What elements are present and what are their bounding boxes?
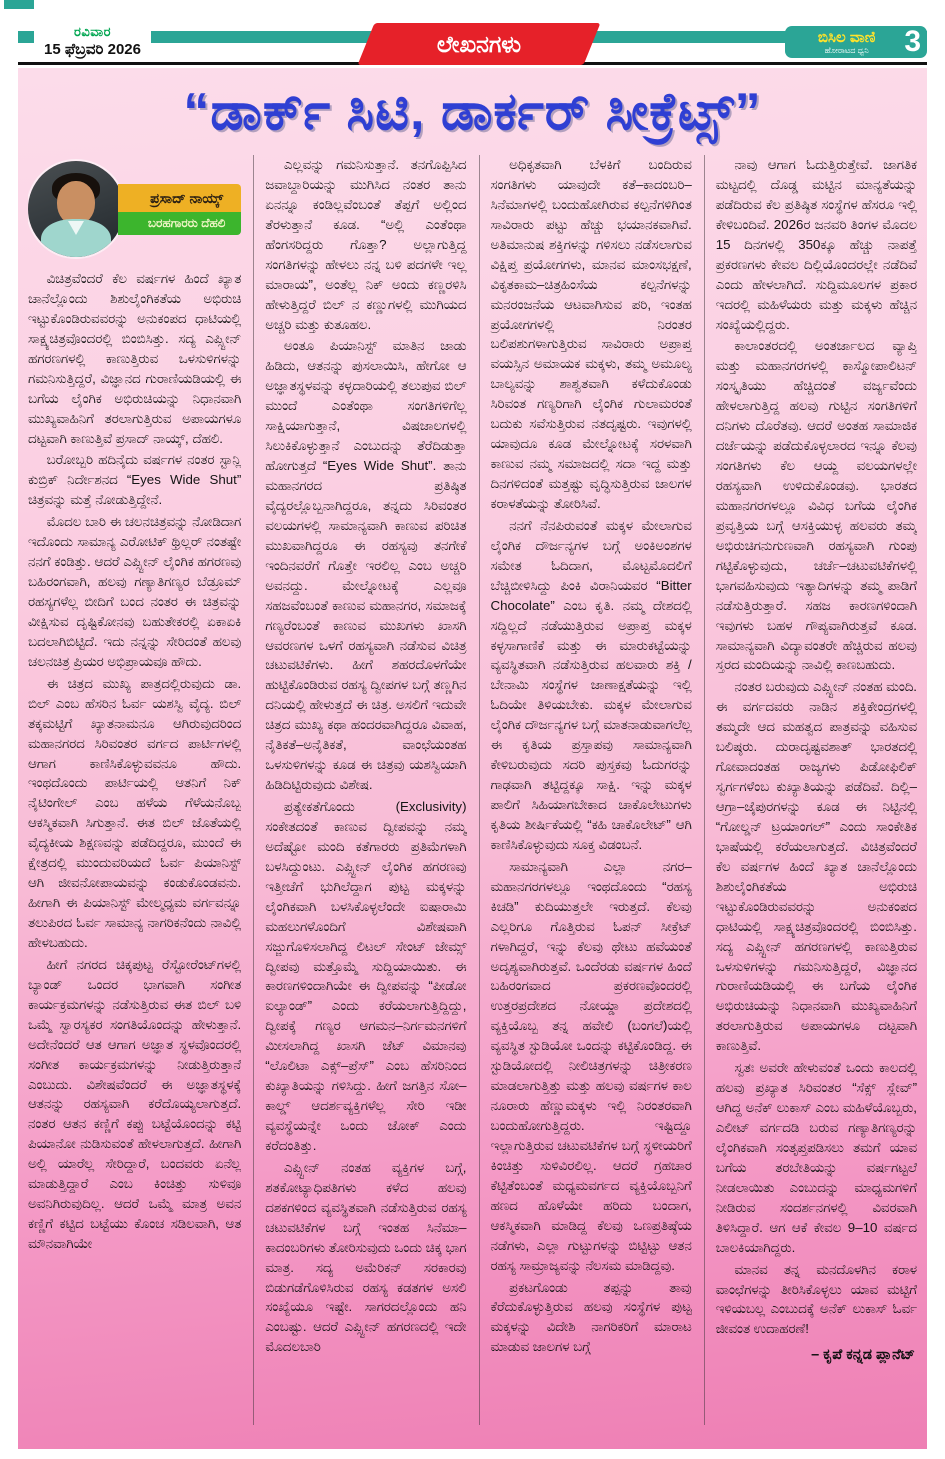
article-columns — [18, 149, 927, 1425]
column-2 — [253, 155, 466, 1425]
paragraph: ನಾವು ಆಗಾಗ ಓದುತ್ತಿರುತ್ತೇವೆ. ಜಾಗತಿಕ ಮಟ್ಟದಲ್ಲಿ ದೊಡ್ಡ ಮಟ್ಟಿನ ಮಾನ್ಯತೆಯನ್ನು ಪಡೆದಿರುವ ಕೆಲ ಪ್ರತಿಷ್ಠಿತ ಸಂಸ್ಥೆಗಳ ಹೆಸರೂ ಇಲ್ಲಿ ಕೇಳಿಬಂದಿವೆ. 2026ರ ಜನವರಿ ತಿಂಗಳ ಮೊದಲ 15 ದಿನಗಳಲ್ಲಿ 350ಕ್ಕೂ ಹೆಚ್ಚು ನಾಪತ್ತೆ ಪ್ರಕರಣಗಳು ಕೇವಲ ದಿಲ್ಲಿಯೊಂದರಲ್ಲೇ ನಡೆದಿವೆ ಎಂದು ಹೇಳಲಾಗಿದೆ. ಸುದ್ದಿಮೂಲಗಳ ಪ್ರಕಾರ ಇದರಲ್ಲಿ ಮಹಿಳೆಯರು ಮತ್ತು ಮಕ್ಕಳು ಹೆಚ್ಚಿನ ಸಂಖ್ಯೆಯಲ್ಲಿದ್ದರು. — [715, 157, 917, 332]
paragraph: ಎಪ್ಸ್ಟೀನ್ ನಂತಹ ವ್ಯಕ್ತಿಗಳ ಬಗ್ಗೆ, ಶತಕೋಟ್ಯಾಧಿಪತಿಗಳು ಕಳೆದ ಹಲವು ದಶಕಗಳಿಂದ ವ್ಯವಸ್ಥಿತವಾಗಿ ನಡೆಸುತ್ತಿರುವ ರಹಸ್ಯ ಚಟುವಟಿಕೆಗಳ ಬಗ್ಗೆ ಇಂತಹ ಸಿನೆಮಾ–ಕಾದಂಬರಿಗಳು ತೋರಿಸುವುದು ಒಂದು ಚಿಕ್ಕ ಭಾಗ ಮಾತ್ರ. ಸದ್ಯ ಅಮೆರಿಕನ್ ಸರಕಾರವು ಬಿಡುಗಡೆಗೊಳಿಸಿರುವ ರಹಸ್ಯ ಕಡತಗಳ ಅಸಲಿ ಸಂಖ್ಯೆಯೂ ಇಷ್ಟೇ. ಸಾಗರದಲ್ಲೊಂದು ಹನಿ ಎಂಬಷ್ಟು. ಆದರೆ ಎಪ್ಸ್ಟೀನ್ ಹಗರಣದಲ್ಲಿ ಇದೇ ಮೊದಲಬಾರಿ — [265, 1159, 467, 1355]
paragraph: ಸ್ವತಃ ಅವರೇ ಹೇಳುವಂತೆ ಒಂದು ಕಾಲದಲ್ಲಿ ಹಲವು ಪ್ರಖ್ಯಾತ ಸಿರಿವಂತರ “ಸೆಕ್ಸ್ ಸ್ಲೇವ್” ಆಗಿದ್ದ ಅನೆಕ್ ಲುಕಾಸ್ ಎಂಬ ಮಹಿಳೆಯೊಬ್ಬರು, ಎಲೀಟ್ ವರ್ಗದಡಿ ಬರುವ ಗಣ್ಯಾತಿಗಣ್ಯರನ್ನು ಲೈಂಗಿಕವಾಗಿ ಸಂತೃಪ್ತಪಡಿಸಲು ತಮಗೆ ಯಾವ ಬಗೆಯ ತರಬೇತಿಯನ್ನು ವರ್ಷಗಟ್ಟಲೆ ನೀಡಲಾಯಿತು ಎಂಬುದನ್ನು ಮಾಧ್ಯಮಗಳಿಗೆ ನೀಡಿರುವ ಸಂದರ್ಶನಗಳಲ್ಲಿ ವಿವರವಾಗಿ ತಿಳಿಸಿದ್ದಾರೆ. ಆಗ ಆಕೆ ಕೇವಲ 9–10 ವರ್ಷದ ಬಾಲಕಿಯಾಗಿದ್ದರು. — [715, 1060, 917, 1255]
paragraph: ಮಾನವ ತನ್ನ ಮನದೊಳಗಿನ ಕರಾಳ ವಾಂಛೆಗಳನ್ನು ತೀರಿಸಿಕೊಳ್ಳಲು ಯಾವ ಮಟ್ಟಿಗೆ ಇಳಿಯಬಲ್ಲ ಎಂಬುದಕ್ಕೆ ಅನೆಕ್ ಲುಕಾಸ್ ಓರ್ವ ಜೀವಂತ ಉದಾಹರಣೆ! — [715, 1261, 917, 1337]
section-badge-label: ಲೇಖನಗಳು — [436, 30, 522, 57]
date-block — [34, 22, 151, 60]
paragraph: ಪ್ರಕಟಗೊಂಡು ತಪ್ಪನ್ನು ತಾವು ಕೆರೆದುಕೊಳ್ಳುತ್ತಿರುವ ಹಲವು ಸಂಸ್ಥೆಗಳ ಪುಟ್ಟ ಮಕ್ಕಳನ್ನು ವಿದೇಶಿ ನಾಗರಿಕರಿಗೆ ಮಾರಾಟ ಮಾಡುವ ಜಾಲಗಳ ಬಗ್ಗೆ — [490, 1279, 692, 1355]
column-1 — [28, 155, 241, 1425]
weekday-label: ರವಿವಾರ — [73, 24, 112, 39]
date-label: 15 ಫೆಬ್ರವರಿ 2026 — [44, 41, 141, 58]
paragraph: ಮೊದಲ ಬಾರಿ ಈ ಚಲನಚಿತ್ರವನ್ನು ನೋಡಿದಾಗ ಇದೊಂದು ಸಾಮಾನ್ಯ ಎರೋಟಿಕ್ ಥ್ರಿಲ್ಲರ್ ನಂತಷ್ಟೇ ನನಗೆ ಕಂಡಿತ್ತು. ಆದರೆ ಎಪ್ಸ್ಟೀನ್ ಲೈಂಗಿಕ ಹಗರಣವು ಬಹಿರಂಗವಾಗಿ, ಹಲವು ಗಣ್ಯಾತಿಗಣ್ಯರ ಬೆಡ್ರೂಮ್ ರಹಸ್ಯಗಳೆಲ್ಲ ಬೀದಿಗೆ ಬಂದ ನಂತರ ಈ ಚಿತ್ರವನ್ನು ವೀಕ್ಷಿಸುವ ದೃಷ್ಟಿಕೋನವು ಬಹುತೇಕರಲ್ಲಿ ಏಕಾಏಕಿ ಬದಲಾಗಿಬಿಟ್ಟಿದೆ. ಇದು ನನ್ನನ್ನು ಸೇರಿದಂತೆ ಹಲವು ಚಲನಚಿತ್ರ ಪ್ರಿಯರ ಅಭಿಪ್ರಾಯವೂ ಹೌದು. — [28, 514, 242, 669]
paragraph: ನಂತರ ಬರುವುದು ಎಪ್ಸ್ಟೀನ್ ನಂತಹ ಮಂದಿ. ಈ ವರ್ಗದವರು ನಾಡಿನ ಶಕ್ತಿಕೇಂದ್ರಗಳಲ್ಲಿ ತಮ್ಮದೇ ಆದ ಮಹತ್ವದ ಪಾತ್ರವನ್ನು ವಹಿಸುವ ಬಲಿಷ್ಠರು. ದುರಾದೃಷ್ಟವಶಾತ್ ಭಾರತದಲ್ಲಿ ಗೋವಾದಂತಹ ರಾಜ್ಯಗಳು ಪಿಡೋಫಿಲಿಕ್ ಸ್ವರ್ಗಗಳೆಂಬ ಕುಖ್ಯಾತಿಯನ್ನು ಪಡೆದಿವೆ. ದಿಲ್ಲಿ–ಆಗ್ರಾ–ಜೈಪುರಗಳನ್ನು ಕೂಡ ಈ ನಿಟ್ಟಿನಲ್ಲಿ “ಗೋಲ್ಡನ್ ಟ್ರಯಾಂಗಲ್” ಎಂದು ಸಾಂಕೇತಿಕ ಭಾಷೆಯಲ್ಲಿ ಕರೆಯಲಾಗುತ್ತದೆ. ವಿಚಿತ್ರವೆಂದರೆ ಕೆಲ ವರ್ಷಗಳ ಹಿಂದೆ ಖ್ಯಾತ ಚಾನೆಲ್ಲೊಂದು ಶಿಶುಲೈಂಗಿಕತೆಯ ಅಭಿರುಚಿ ಇಟ್ಟುಕೊಂಡಿರುವವರನ್ನು ಅನುಕಂಪದ ಧಾಟಿಯಲ್ಲಿ ಸಾಕ್ಷ್ಯಚಿತ್ರವೊಂದರಲ್ಲಿ ಬಿಂಬಿಸಿತ್ತು. ಸದ್ಯ ಎಪ್ಸ್ಟೀನ್ ಹಗರಣಗಳಲ್ಲಿ ಕಾಣುತ್ತಿರುವ ಒಳಸುಳಿಗಳನ್ನು ಗಮನಿಸುತ್ತಿದ್ದರೆ, ವಿಜ್ಞಾನದ ಗುರಾಣಿಯಡಿಯಲ್ಲಿ ಈ ಬಗೆಯ ಲೈಂಗಿಕ ಅಭಿರುಚಿಯನ್ನು ನಿಧಾನವಾಗಿ ಮುಖ್ಯವಾಹಿನಿಗೆ ತರಲಾಗುತ್ತಿರುವ ಅಪಾಯಗಳೂ ದಟ್ಟವಾಗಿ ಕಾಣುತ್ತಿವೆ. — [715, 679, 917, 1054]
paragraph: ಬರೋಬ್ಬರಿ ಹದಿನೈದು ವರ್ಷಗಳ ನಂತರ ಸ್ಟಾನ್ಲಿ ಕುಬ್ರಿಕ್ ನಿರ್ದೇಶನದ “Eyes Wide Shut” ಚಿತ್ರವನ್ನು ಮತ್ತೆ ನೋಡುತ್ತಿದ್ದೇನೆ. — [28, 452, 242, 508]
article-credit: – ಕೃಪೆ ಕನ್ನಡ ಪ್ಲಾನೆಟ್ — [811, 1347, 915, 1364]
paragraph: ವಿಚಿತ್ರವೆಂದರೆ ಕೆಲ ವರ್ಷಗಳ ಹಿಂದೆ ಖ್ಯಾತ ಚಾನೆಲ್ಲೊಂದು ಶಿಶುಲೈಂಗಿಕತೆಯ ಅಭಿರುಚಿ ಇಟ್ಟುಕೊಂಡಿರುವವರನ್ನು ಅನುಕಂಪದ ಧಾಟಿಯಲ್ಲಿ ಸಾಕ್ಷ್ಯಚಿತ್ರವೊಂದರಲ್ಲಿ ಬಿಂಬಿಸಿತ್ತು. ಸದ್ಯ ಎಪ್ಸ್ಟೀನ್ ಹಗರಣಗಳಲ್ಲಿ ಕಾಣುತ್ತಿರುವ ಒಳಸುಳಿಗಳನ್ನು ಗಮನಿಸುತ್ತಿದ್ದರೆ, ವಿಜ್ಞಾನದ ಗುರಾಣಿಯಡಿಯಲ್ಲಿ ಈ ಬಗೆಯ ಲೈಂಗಿಕ ಅಭಿರುಚಿಯನ್ನು ನಿಧಾನವಾಗಿ ಮುಖ್ಯವಾಹಿನಿಗೆ ತರಲಾಗುತ್ತಿರುವ ಅಪಾಯಗಳೂ ದಟ್ಟವಾಗಿ ಕಾಣುತ್ತಿವೆ ಪ್ರಸಾದ್ ನಾಯ್ಕ್, ದೆಹಲಿ. — [28, 271, 242, 446]
byline — [118, 184, 241, 235]
author-card — [28, 159, 241, 259]
paragraph: ಅಧಿಕೃತವಾಗಿ ಬೆಳಕಿಗೆ ಬಂದಿರುವ ಸಂಗತಿಗಳು ಯಾವುದೇ ಕತೆ–ಕಾದಂಬರಿ–ಸಿನೆಮಾಗಳಲ್ಲಿ ಬಂದುಹೋಗಿರುವ ಕಲ್ಪನೆಗಳಿಗಿಂತ ಸಾವಿರಾರು ಪಟ್ಟು ಹೆಚ್ಚು ಭಯಾನಕವಾಗಿವೆ. ಅತಿಮಾನುಷ ಶಕ್ತಿಗಳನ್ನು ಗಳಿಸಲು ನಡೆಸಲಾಗುವ ವಿಕ್ಷಿಪ್ತ ಪ್ರಯೋಗಗಳು, ಮಾನವ ಮಾಂಸಭಕ್ಷಣೆ, ವಿಕೃತಕಾಮ–ಚಿತ್ರಹಿಂಸೆಯ ಕಲ್ಪನೆಗಳನ್ನು ಮನರಂಜನೆಯ ಆಟವಾಗಿಸುವ ಪರಿ, ಇಂತಹ ಪ್ರಯೋಗಗಳಲ್ಲಿ ನಿರಂತರ ಬಲಿಪಶುಗಳಾಗುತ್ತಿರುವ ಸಾವಿರಾರು ಅಪ್ರಾಪ್ತ ವಯಸ್ಸಿನ ಅಮಾಯಕ ಮಕ್ಕಳು, ತಮ್ಮ ಅಮೂಲ್ಯ ಬಾಲ್ಯವನ್ನು ಶಾಶ್ವತವಾಗಿ ಕಳೆದುಕೊಂಡು ಸಿರಿವಂತ ಗಣ್ಯರಿಗಾಗಿ ಲೈಂಗಿಕ ಗುಲಾಮರಂತೆ ಬದುಕು ಸವೆಸುತ್ತಿರುವ ನತದೃಷ್ಟರು. ಇವುಗಳಲ್ಲಿ ಯಾವುದೂ ಕೂಡ ಮೇಲ್ನೋಟಕ್ಕೆ ಸರಳವಾಗಿ ಕಾಣುವ ನಮ್ಮ ಸಮಾಜದಲ್ಲಿ ಸದಾ ಇದ್ದ ಮತ್ತು ದಿನಗಳಿದಂತೆ ಮತ್ತಷ್ಟು ವೃದ್ಧಿಸುತ್ತಿರುವ ಜಾಲಗಳ ಕರಾಳತೆಯನ್ನು ತೋರಿಸಿವೆ. — [490, 157, 692, 511]
section-badge — [366, 23, 592, 65]
paper-tagline: ಹೋರಾಟದ ಧ್ವನಿ — [824, 45, 869, 55]
paragraph: ಸಾಮಾನ್ಯವಾಗಿ ಎಲ್ಲಾ ನಗರ–ಮಹಾನಗರಗಳಲ್ಲೂ ಇಂಥದೊಂದು “ರಹಸ್ಯ ಕಿಚಡಿ” ಕುದಿಯುತ್ತಲೇ ಇರುತ್ತದೆ. ಕೆಲವು ಎಲ್ಲರಿಗೂ ಗೊತ್ತಿರುವ ಓಪನ್ ಸೀಕ್ರೆಟ್ ಗಳಾಗಿದ್ದರೆ, ಇನ್ನು ಕೆಲವು ಥೇಟು ಹವೆಯಂತೆ ಅದೃಶ್ಯವಾಗಿರುತ್ತವೆ. ಒಂದೆರಡು ವರ್ಷಗಳ ಹಿಂದೆ ಬಹಿರಂಗವಾದ ಪ್ರಕರಣವೊಂದರಲ್ಲಿ ಉತ್ತರಪ್ರದೇಶದ ನೋಯ್ಡಾ ಪ್ರದೇಶದಲ್ಲಿ ವ್ಯಕ್ತಿಯೊಬ್ಬ ತನ್ನ ಹವೇಲಿ (ಬಂಗಲೆ)ಯಲ್ಲಿ ವ್ಯವಸ್ಥಿತ ಸ್ಟುಡಿಯೋ ಒಂದನ್ನು ಕಟ್ಟಿಕೊಂಡಿದ್ದ. ಈ ಸ್ಟುಡಿಯೋದಲ್ಲಿ ನೀಲಿಚಿತ್ರಗಳನ್ನು ಚಿತ್ರೀಕರಣ ಮಾಡಲಾಗುತ್ತಿತ್ತು ಮತ್ತು ಹಲವು ವರ್ಷಗಳ ಕಾಲ ನೂರಾರು ಹೆಣ್ಣುಮಕ್ಕಳು ಇಲ್ಲಿ ನಿರಂತರವಾಗಿ ಬಂದುಹೋಗುತ್ತಿದ್ದರು. ಇಷ್ಟಿದ್ದೂ ಇಲ್ಲಾಗುತ್ತಿರುವ ಚಟುವಟಿಕೆಗಳ ಬಗ್ಗೆ ಸ್ಥಳೀಯರಿಗೆ ಕಿಂಚಿತ್ತು ಸುಳಿವಿರಲಿಲ್ಲ. ಆದರೆ ಗ್ರಹಚಾರ ಕೆಟ್ಟಿತೆಂಬಂತೆ ಮಧ್ಯಮವರ್ಗದ ವ್ಯಕ್ತಿಯೊಬ್ಬನಿಗೆ ಹಣದ ಹೊಳೆಯೇ ಹರಿದು ಬಂದಾಗ, ಆಕಸ್ಮಿಕವಾಗಿ ಮಾಡಿದ್ದ ಕೆಲವು ಒಣಪ್ರತಿಷ್ಠೆಯ ನಡೆಗಳು, ಎಲ್ಲಾ ಗುಟ್ಟುಗಳನ್ನು ಬಿಟ್ಟಿಟ್ಟು ಆತನ ರಹಸ್ಯ ಸಾಮ್ರಾಜ್ಯವನ್ನು ನೆಲಸಮ ಮಾಡಿದ್ದವು. — [490, 858, 692, 1273]
column-4 — [704, 155, 917, 1425]
byline-author-name: ಪ್ರಸಾದ್ ನಾಯ್ಕ್ — [118, 184, 241, 212]
author-photo — [28, 161, 124, 257]
corner-mark — [4, 0, 34, 9]
article-body — [18, 68, 927, 1449]
column-3 — [479, 155, 692, 1425]
page-number: 3 — [904, 25, 921, 58]
paragraph: ಕಾಲಾಂತರದಲ್ಲಿ ಅಂತರ್ಜಾಲದ ವ್ಯಾಪ್ತಿ ಮತ್ತು ಮಹಾನಗರಗಳಲ್ಲಿ ಕಾಸ್ಮೋಪಾಲಿಟನ್ ಸಂಸ್ಕೃತಿಯು ಹೆಚ್ಚಿದಂತೆ ವರ್ಜ್ಯವೆಂದು ಹೇಳಲಾಗುತ್ತಿದ್ದ ಹಲವು ಗುಟ್ಟಿನ ಸಂಗತಿಗಳಿಗೆ ದನಿಗಳು ದೊರೆತವು. ಆದರೆ ಅಂತಹ ಸಾಮಾಜಿಕ ದರ್ಜೆಯನ್ನು ಪಡೆದುಕೊಳ್ಳಲಾರದ ಇನ್ನೂ ಕೆಲವು ಸಂಗತಿಗಳು ಕೆಲ ಆಯ್ದ ವಲಯಗಳಲ್ಲೇ ರಹಸ್ಯವಾಗಿ ಉಳಿದುಕೊಂಡವು. ಭಾರತದ ಮಹಾನಗರಗಳಲ್ಲೂ ವಿವಿಧ ಬಗೆಯ ಲೈಂಗಿಕ ಪ್ರವೃತ್ತಿಯ ಬಗ್ಗೆ ಆಸಕ್ತಿಯುಳ್ಳ ಹಲವರು ತಮ್ಮ ಅಭಿರುಚಿಗನುಗುಣವಾಗಿ ರಹಸ್ಯವಾಗಿ ಗುಂಪು ಗಟ್ಟಿಕೊಳ್ಳುವುದು, ಚರ್ಚೆ–ಚಟುವಟಿಕೆಗಳಲ್ಲಿ ಭಾಗವಹಿಸುವುದು ಇತ್ಯಾದಿಗಳನ್ನು ತಮ್ಮ ಪಾಡಿಗೆ ನಡೆಸುತ್ತಿರುತ್ತಾರೆ. ಸಹಜ ಕಾರಣಗಳಿಂದಾಗಿ ಇವುಗಳು ಬಹಳ ಗೌಪ್ಯವಾಗಿರುತ್ತವೆ ಕೂಡ. ಸಾಮಾನ್ಯವಾಗಿ ವಿದ್ಯಾವಂತರೇ ಹೆಚ್ಚಿರುವ ಹಲವು ಸ್ತರದ ಮಂದಿಯನ್ನು ನಾವಿಲ್ಲಿ ಕಾಣಬಹುದು. — [715, 338, 917, 673]
paragraph: ಪ್ರತ್ಯೇಕತೆಗೊಂದು (Exclusivity) ಸಂಕೇತದಂತೆ ಕಾಣುವ ದ್ವೀಪವನ್ನು ನಮ್ಮ ಅದೆಷ್ಟೋ ಮಂದಿ ಕತೆಗಾರರು ಪ್ರತಿಮೆಗಳಾಗಿ ಬಳಸಿದ್ದುಂಟು. ಎಪ್ಸ್ಟೀನ್ ಲೈಂಗಿಕ ಹಗರಣವು ಇತ್ತೀಚೆಗೆ ಭುಗಿಲೆದ್ದಾಗ ಪುಟ್ಟ ಮಕ್ಕಳನ್ನು ಲೈಂಗಿಕವಾಗಿ ಬಳಸಿಕೊಳ್ಳಲೆಂದೇ ಐಷಾರಾಮಿ ಮಹಲುಗಳೊಂದಿಗೆ ವಿಶೇಷವಾಗಿ ಸಜ್ಜುಗೊಳಿಸಲಾಗಿದ್ದ ಲಿಟಲ್ ಸೇಂಟ್ ಜೇಮ್ಸ್ ದ್ವೀಪವು ಮತ್ತೊಮ್ಮೆ ಸುದ್ದಿಯಾಯಿತು. ಈ ಕಾರಣಗಳಿಂದಾಗಿಯೇ ಈ ದ್ವೀಪವನ್ನು “ಪೀಡೋ ಐಲ್ಯಾಂಡ್” ಎಂದು ಕರೆಯಲಾಗುತ್ತಿದ್ದಿದ್ದು, ದ್ವೀಪಕ್ಕೆ ಗಣ್ಯರ ಆಗಮನ–ನಿರ್ಗಮನಗಳಿಗೆ ಮೀಸಲಾಗಿದ್ದ ಖಾಸಗಿ ಜೆಟ್ ವಿಮಾನವು “ಲೊಲಿಟಾ ಎಕ್ಸ್–ಪ್ರೆಸ್” ಎಂಬ ಹೆಸರಿನಿಂದ ಕುಖ್ಯಾತಿಯನ್ನು ಗಳಿಸಿದ್ದು. ಹೀಗೆ ಜಗತ್ತಿನ ಸೋ–ಕಾಲ್ಡ್ ಆದರ್ಶವ್ಯಕ್ತಿಗಳೆಲ್ಲ ಸೇರಿ ಇಡೀ ವ್ಯವಸ್ಥೆಯನ್ನೇ ಒಂದು ಜೋಕ್ ಎಂದು ಕರೆದಂತಿತ್ತು. — [265, 799, 467, 1153]
paper-title: ಬಿಸಿಲ ವಾಣಿ — [817, 28, 876, 46]
paragraph: ಎಲ್ಲವನ್ನು ಗಮನಿಸುತ್ತಾನೆ. ತನಗೊಪ್ಪಿಸಿದ ಜವಾಬ್ದಾರಿಯನ್ನು ಮುಗಿಸಿದ ನಂತರ ತಾನು ಏನನ್ನೂ ಕಂಡಿಲ್ಲವೆಂಬಂತೆ ತೆಪ್ಪಗೆ ಅಲ್ಲಿಂದ ತೆರಳುತ್ತಾನೆ ಕೂಡ. “ಅಲ್ಲಿ ಎಂತೆಂಥಾ ಹೆಂಗಸರಿದ್ದರು ಗೊತ್ತಾ? ಅಲ್ಲಾಗುತ್ತಿದ್ದ ಸಂಗತಿಗಳನ್ನು ಹೇಳಲು ನನ್ನ ಬಳಿ ಪದಗಳೇ ಇಲ್ಲ ಮಾರಾಯ”, ಅಂತೆಲ್ಲ ನಿಕ್ ಅಂದು ಕಣ್ಣರಳಿಸಿ ಹೇಳುತ್ತಿದ್ದರೆ ಬಿಲ್ ನ ಕಣ್ಣುಗಳಲ್ಲಿ ಮುಗಿಯದ ಅಚ್ಚರಿ ಮತ್ತು ಕುತೂಹಲ. — [265, 157, 467, 332]
paragraph: ಹೀಗೆ ನಗರದ ಚಿಕ್ಕಪುಟ್ಟ ರೆಸ್ಟೋರೆಂಟ್‌ಗಳಲ್ಲಿ ಬ್ಯಾಂಡ್ ಒಂದರ ಭಾಗವಾಗಿ ಸಂಗೀತ ಕಾರ್ಯಕ್ರಮಗಳನ್ನು ನಡೆಸುತ್ತಿರುವ ಈತ ಬಿಲ್ ಬಳಿ ಒಮ್ಮೆ ಸ್ವಾರಸ್ಯಕರ ಸಂಗತಿಯೊಂದನ್ನು ಹೇಳುತ್ತಾನೆ. ಅದೇನೆಂದರೆ ಆತ ಆಗಾಗ ಅಜ್ಞಾತ ಸ್ಥಳವೊಂದರಲ್ಲಿ ಸಂಗೀತ ಕಾರ್ಯಕ್ರಮಗಳನ್ನು ನೀಡುತ್ತಿರುತ್ತಾನೆ ಎಂಬುದು. ವಿಶೇಷವೆಂದರೆ ಈ ಅಜ್ಞಾತಸ್ಥಳಕ್ಕೆ ಆತನನ್ನು ರಹಸ್ಯವಾಗಿ ಕರೆದೊಯ್ಯಲಾಗುತ್ತದೆ. ನಂತರ ಆತನ ಕಣ್ಣಿಗೆ ಕಪ್ಪು ಬಟ್ಟೆಯೊಂದನ್ನು ಕಟ್ಟಿ ಪಿಯಾನೋ ನುಡಿಸುವಂತೆ ಹೇಳಲಾಗುತ್ತದೆ. ಹೀಗಾಗಿ ಅಲ್ಲಿ ಯಾರೆಲ್ಲ ಸೇರಿದ್ದಾರೆ, ಬಂದವರು ಏನೆಲ್ಲ ಮಾಡುತ್ತಿದ್ದಾರೆ ಎಂಬ ಕಿಂಚಿತ್ತು ಸುಳಿವೂ ಅವನಿಗಿರುವುದಿಲ್ಲ. ಆದರೆ ಒಮ್ಮೆ ಮಾತ್ರ ಅವನ ಕಣ್ಣಿಗೆ ಕಟ್ಟಿದ ಬಟ್ಟೆಯು ಕೊಂಚ ಸಡಿಲವಾಗಿ, ಆತ ಮೌನವಾಗಿಯೇ — [28, 956, 242, 1251]
paragraph: ನನಗೆ ನೆನಪಿರುವಂತೆ ಮಕ್ಕಳ ಮೇಲಾಗುವ ಲೈಂಗಿಕ ದೌರ್ಜನ್ಯಗಳ ಬಗ್ಗೆ ಅಂಕಿಅಂಶಗಳ ಸಮೇತ ಓದಿದಾಗ, ಮೊಟ್ಟಮೊದಲಿಗೆ ಬೆಚ್ಚಿಬೀಳಿಸಿದ್ದು ಪಿಂಕಿ ವಿರಾನಿಯವರ “Bitter Chocolate” ಎಂಬ ಕೃತಿ. ನಮ್ಮ ದೇಶದಲ್ಲಿ ಸದ್ದಿಲ್ಲದೆ ನಡೆಯುತ್ತಿರುವ ಅಪ್ರಾಪ್ತ ಮಕ್ಕಳ ಕಳ್ಳಸಾಗಾಣಿಕೆ ಮತ್ತು ಈ ಮಾರುಕಟ್ಟೆಯನ್ನು ವ್ಯವಸ್ಥಿತವಾಗಿ ನಡೆಸುತ್ತಿರುವ ಹಲವಾರು ಶಕ್ತಿ / ಬೇನಾಮಿ ಸಂಸ್ಥೆಗಳ ಜಾಣಾಕ್ಷತೆಯನ್ನು ಇಲ್ಲಿ ಓದಿಯೇ ತಿಳಿಯಬೇಕು. ಮಕ್ಕಳ ಮೇಲಾಗುವ ಲೈಂಗಿಕ ದೌರ್ಜನ್ಯಗಳ ಬಗ್ಗೆ ಮಾತನಾಡುವಾಗಲೆಲ್ಲ ಈ ಕೃತಿಯ ಪ್ರಸ್ತಾಪವು ಸಾಮಾನ್ಯವಾಗಿ ಕೇಳಿಬರುವುದು ಸದರಿ ಪುಸ್ತಕವು ಓದುಗರನ್ನು ಗಾಢವಾಗಿ ತಟ್ಟಿದ್ದಕ್ಕೂ ಸಾಕ್ಷಿ. ಇನ್ನು ಮಕ್ಕಳ ಪಾಲಿಗೆ ಸಿಹಿಯಾಗಬೇಕಾದ ಚಾಕೊಲೇಟುಗಳು ಕೃತಿಯ ಶೀರ್ಷಿಕೆಯಲ್ಲಿ “ಕಹಿ ಚಾಕೊಲೇಟ್” ಆಗಿ ಕಾಣಿಸಿಕೊಳ್ಳುವುದು ಸೂಕ್ತ ವಿಡಂಬನೆ. — [490, 517, 692, 852]
article-headline: “ಡಾರ್ಕ್ ಸಿಟಿ, ಡಾರ್ಕರ್ ಸೀಕ್ರೆಟ್ಸ್” — [183, 83, 762, 141]
masthead — [0, 0, 945, 72]
paragraph: ಈ ಚಿತ್ರದ ಮುಖ್ಯ ಪಾತ್ರದಲ್ಲಿರುವುದು ಡಾ. ಬಿಲ್ ಎಂಬ ಹೆಸರಿನ ಓರ್ವ ಯಶಸ್ವಿ ವೈದ್ಯ. ಬಿಲ್ ತಕ್ಕಮಟ್ಟಿಗೆ ಖ್ಯಾತನಾಮನೂ ಆಗಿರುವುದರಿಂದ ಮಹಾನಗರದ ಸಿರಿವಂತರ ವರ್ಗದ ಪಾರ್ಟಿಗಳಲ್ಲಿ ಆಗಾಗ ಕಾಣಿಸಿಕೊಳ್ಳುವವನೂ ಹೌದು. ಇಂಥದೊಂದು ಪಾರ್ಟಿಯಲ್ಲಿ ಆತನಿಗೆ ನಿಕ್ ನೈಟಿಂಗೇಲ್ ಎಂಬ ಹಳೆಯ ಗೆಳೆಯನೊಬ್ಬ ಆಕಸ್ಮಿಕವಾಗಿ ಸಿಗುತ್ತಾನೆ. ಈತ ಬಿಲ್ ಜೊತೆಯಲ್ಲಿ ವೈದ್ಯಕೀಯ ಶಿಕ್ಷಣವನ್ನು ಪಡೆದಿದ್ದರೂ, ಮುಂದೆ ಈ ಕ್ಷೇತ್ರದಲ್ಲಿ ಮುಂದುವರಿಯದೆ ಓರ್ವ ಪಿಯಾನಿಸ್ಟ್ ಆಗಿ ಜೀವನೋಪಾಯವನ್ನು ಕಂಡುಕೊಂಡವನು. ಹೀಗಾಗಿ ಈ ಪಿಯಾನಿಸ್ಟ್ ಮೇಲ್ಮಧ್ಯಮ ವರ್ಗವನ್ನೂ ತಲುಪಿರದ ಓರ್ವ ಸಾಮಾನ್ಯ ನಾಗರಿಕನೆಂದು ನಾವಿಲ್ಲಿ ಹೇಳಬಹುದು. — [28, 675, 242, 950]
paper-badge — [785, 26, 927, 58]
paragraph: ಅಂತೂ ಪಿಯಾನಿಸ್ಟ್ ಮಾತಿನ ಜಾಡು ಹಿಡಿದು, ಆತನನ್ನು ಪುಸಲಾಯಿಸಿ, ಹೇಗೋ ಆ ಅಜ್ಞಾತಸ್ಥಳವನ್ನು ಕಳ್ಳದಾರಿಯಲ್ಲಿ ತಲುಪುವ ಬಿಲ್ ಮುಂದೆ ಎಂತೆಂಥಾ ಸಂಗತಿಗಳಿಗೆಲ್ಲ ಸಾಕ್ಷಿಯಾಗುತ್ತಾನೆ, ವಿಷಜಾಲಗಳಲ್ಲಿ ಸಿಲುಕಿಕೊಳ್ಳುತ್ತಾನೆ ಎಂಬುದನ್ನು ತೆರೆದಿಡುತ್ತಾ ಹೋಗುತ್ತದೆ “Eyes Wide Shut”. ತಾನು ಮಹಾನಗರದ ಪ್ರತಿಷ್ಠಿತ ವೈದ್ಯರಲ್ಲೊಬ್ಬನಾಗಿದ್ದರೂ, ತನ್ನದು ಸಿರಿವಂತರ ವಲಯಗಳಲ್ಲಿ ಸಾಮಾನ್ಯವಾಗಿ ಕಾಣುವ ಪರಿಚಿತ ಮುಖವಾಗಿದ್ದರೂ ಈ ರಹಸ್ಯವು ತನಗೇಕೆ ಇಂದಿನವರೆಗೆ ಗೊತ್ತೇ ಇರಲಿಲ್ಲ ಎಂಬ ಅಚ್ಚರಿ ಅವನದ್ದು. ಮೇಲ್ನೋಟಕ್ಕೆ ಎಲ್ಲವೂ ಸಹಜವೆಂಬಂತೆ ಕಾಣುವ ಮಹಾನಗರ, ಸಮಾಜಕ್ಕೆ ಗಣ್ಯರೆಂಬಂತೆ ಕಾಣುವ ಮುಖಗಳು ಖಾಸಗಿ ಆವರಣಗಳ ಒಳಗೆ ರಹಸ್ಯವಾಗಿ ನಡೆಸುವ ವಿಚಿತ್ರ ಚಟುವಟಿಕೆಗಳು. ಹೀಗೆ ಶಹರದೊಳಗೆಯೇ ಹುಟ್ಟಿಕೊಂಡಿರುವ ರಹಸ್ಯ ದ್ವೀಪಗಳ ಬಗ್ಗೆ ತಣ್ಣಗಿನ ದನಿಯಲ್ಲಿ ಹೇಳುತ್ತದೆ ಈ ಚಿತ್ರ. ಅಸಲಿಗೆ ಇದುವೇ ಚಿತ್ರದ ಮುಖ್ಯ ಕಥಾ ಹಂದರವಾಗಿದ್ದರೂ ವಿವಾಹ, ನೈತಿಕತೆ–ಅನೈತಿಕತೆ, ವಾಂಛೆಯಂತಹ ಒಳಸುಳಿಗಳನ್ನು ಕೂಡ ಈ ಚಿತ್ರವು ಯಶಸ್ವಿಯಾಗಿ ಹಿಡಿದಿಟ್ಟಿರುವುದು ವಿಶೇಷ. — [265, 338, 467, 793]
byline-author-role: ಬರಹಗಾರರು ದೆಹಲಿ — [118, 212, 241, 235]
paper-name-block — [791, 30, 902, 55]
